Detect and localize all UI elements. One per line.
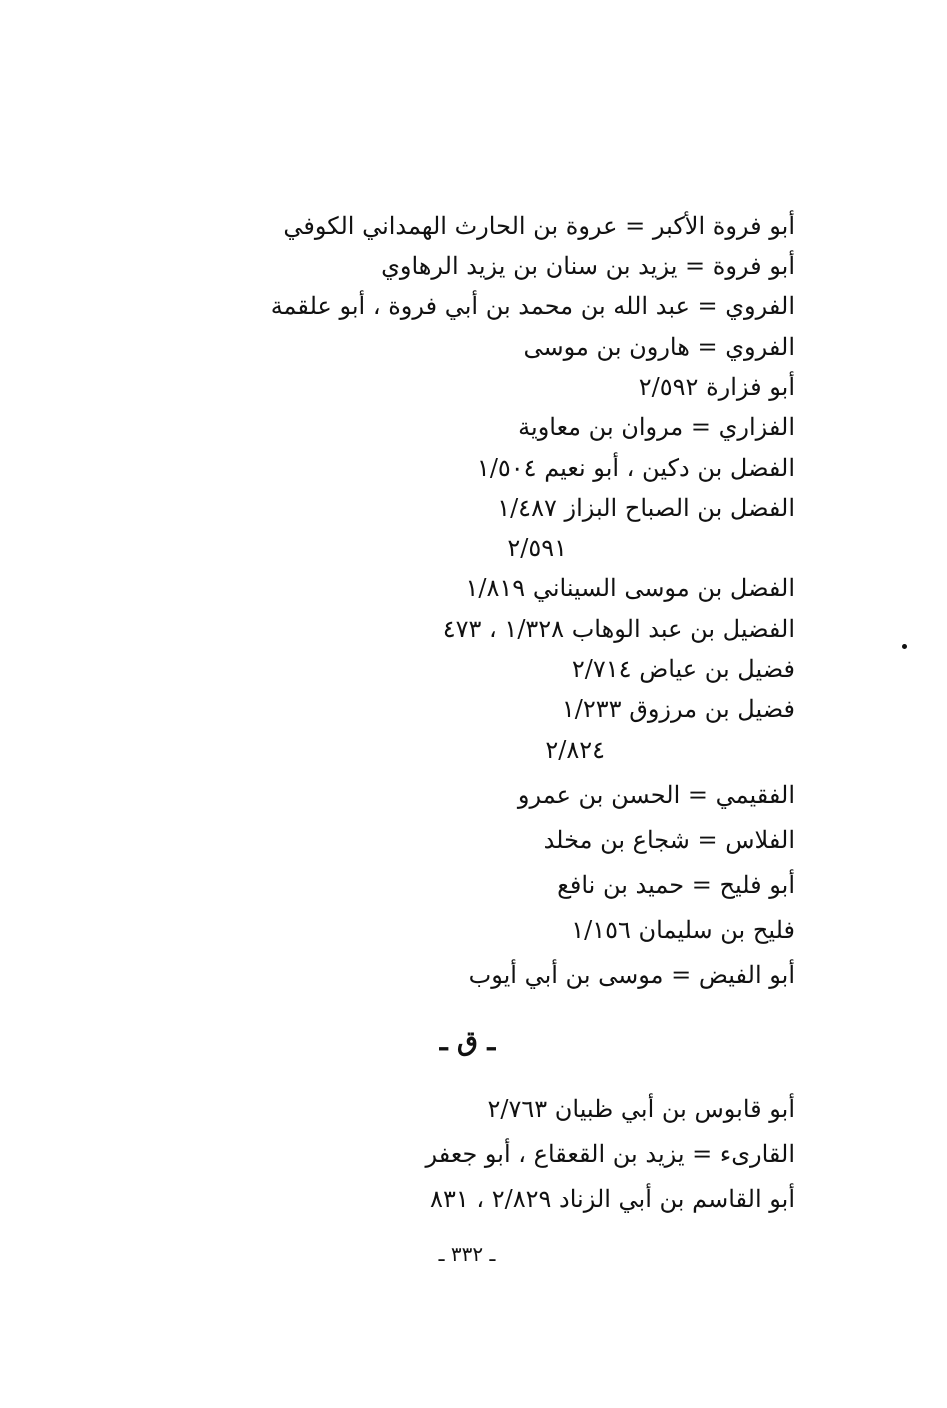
index-entry: أبو القاسم بن أبي الزناد ٢/٨٢٩ ، ٨٣١ — [430, 1185, 795, 1213]
section-heading-qaf: ـ ق ـ — [439, 1026, 496, 1057]
index-entry: فضيل بن مرزوق ١/٢٣٣ — [561, 695, 795, 723]
index-entry: أبو فروة = يزيد بن سنان بن يزيد الرهاوي — [381, 252, 795, 280]
index-entry: الفلاس = شجاع بن مخلد — [543, 826, 795, 854]
index-entry: القارىء = يزيد بن القعقاع ، أبو جعفر — [425, 1140, 795, 1168]
index-entry: أبو فزارة ٢/٥٩٢ — [638, 373, 795, 401]
page-number: ـ ٣٣٢ ـ — [438, 1242, 496, 1266]
index-entry: الفزاري = مروان بن معاوية — [518, 413, 795, 441]
index-entry: الفضل بن الصباح البزاز ١/٤٨٧ — [497, 494, 795, 522]
index-entry: الفضل بن دكين ، أبو نعيم ١/٥٠٤ — [476, 454, 795, 482]
index-entry: الفروي = هارون بن موسى — [523, 333, 795, 361]
ink-speck — [902, 644, 907, 649]
index-entry-continuation: ٢/٥٩١ — [507, 534, 567, 562]
index-entry: أبو الفيض = موسى بن أبي أيوب — [468, 961, 795, 989]
index-entry: الفروي = عبد الله بن محمد بن أبي فروة ، أبو علقمة — [270, 292, 795, 320]
index-entry: الفضيل بن عبد الوهاب ١/٣٢٨ ، ٤٧٣ — [442, 615, 795, 643]
index-entry: الفقيمي = الحسن بن عمرو — [517, 781, 795, 809]
index-entry: أبو فليح = حميد بن نافع — [557, 871, 795, 899]
index-entry: أبو قابوس بن أبي ظبيان ٢/٧٦٣ — [487, 1095, 795, 1123]
index-entry: أبو فروة الأكبر = عروة بن الحارث الهمداني الكوفي — [283, 212, 795, 240]
index-entry-continuation: ٢/٨٢٤ — [545, 736, 605, 764]
index-entry: فليح بن سليمان ١/١٥٦ — [571, 916, 795, 944]
index-entry: الفضل بن موسى السيناني ١/٨١٩ — [465, 574, 795, 602]
index-entry: فضيل بن عياض ٢/٧١٤ — [571, 655, 795, 683]
